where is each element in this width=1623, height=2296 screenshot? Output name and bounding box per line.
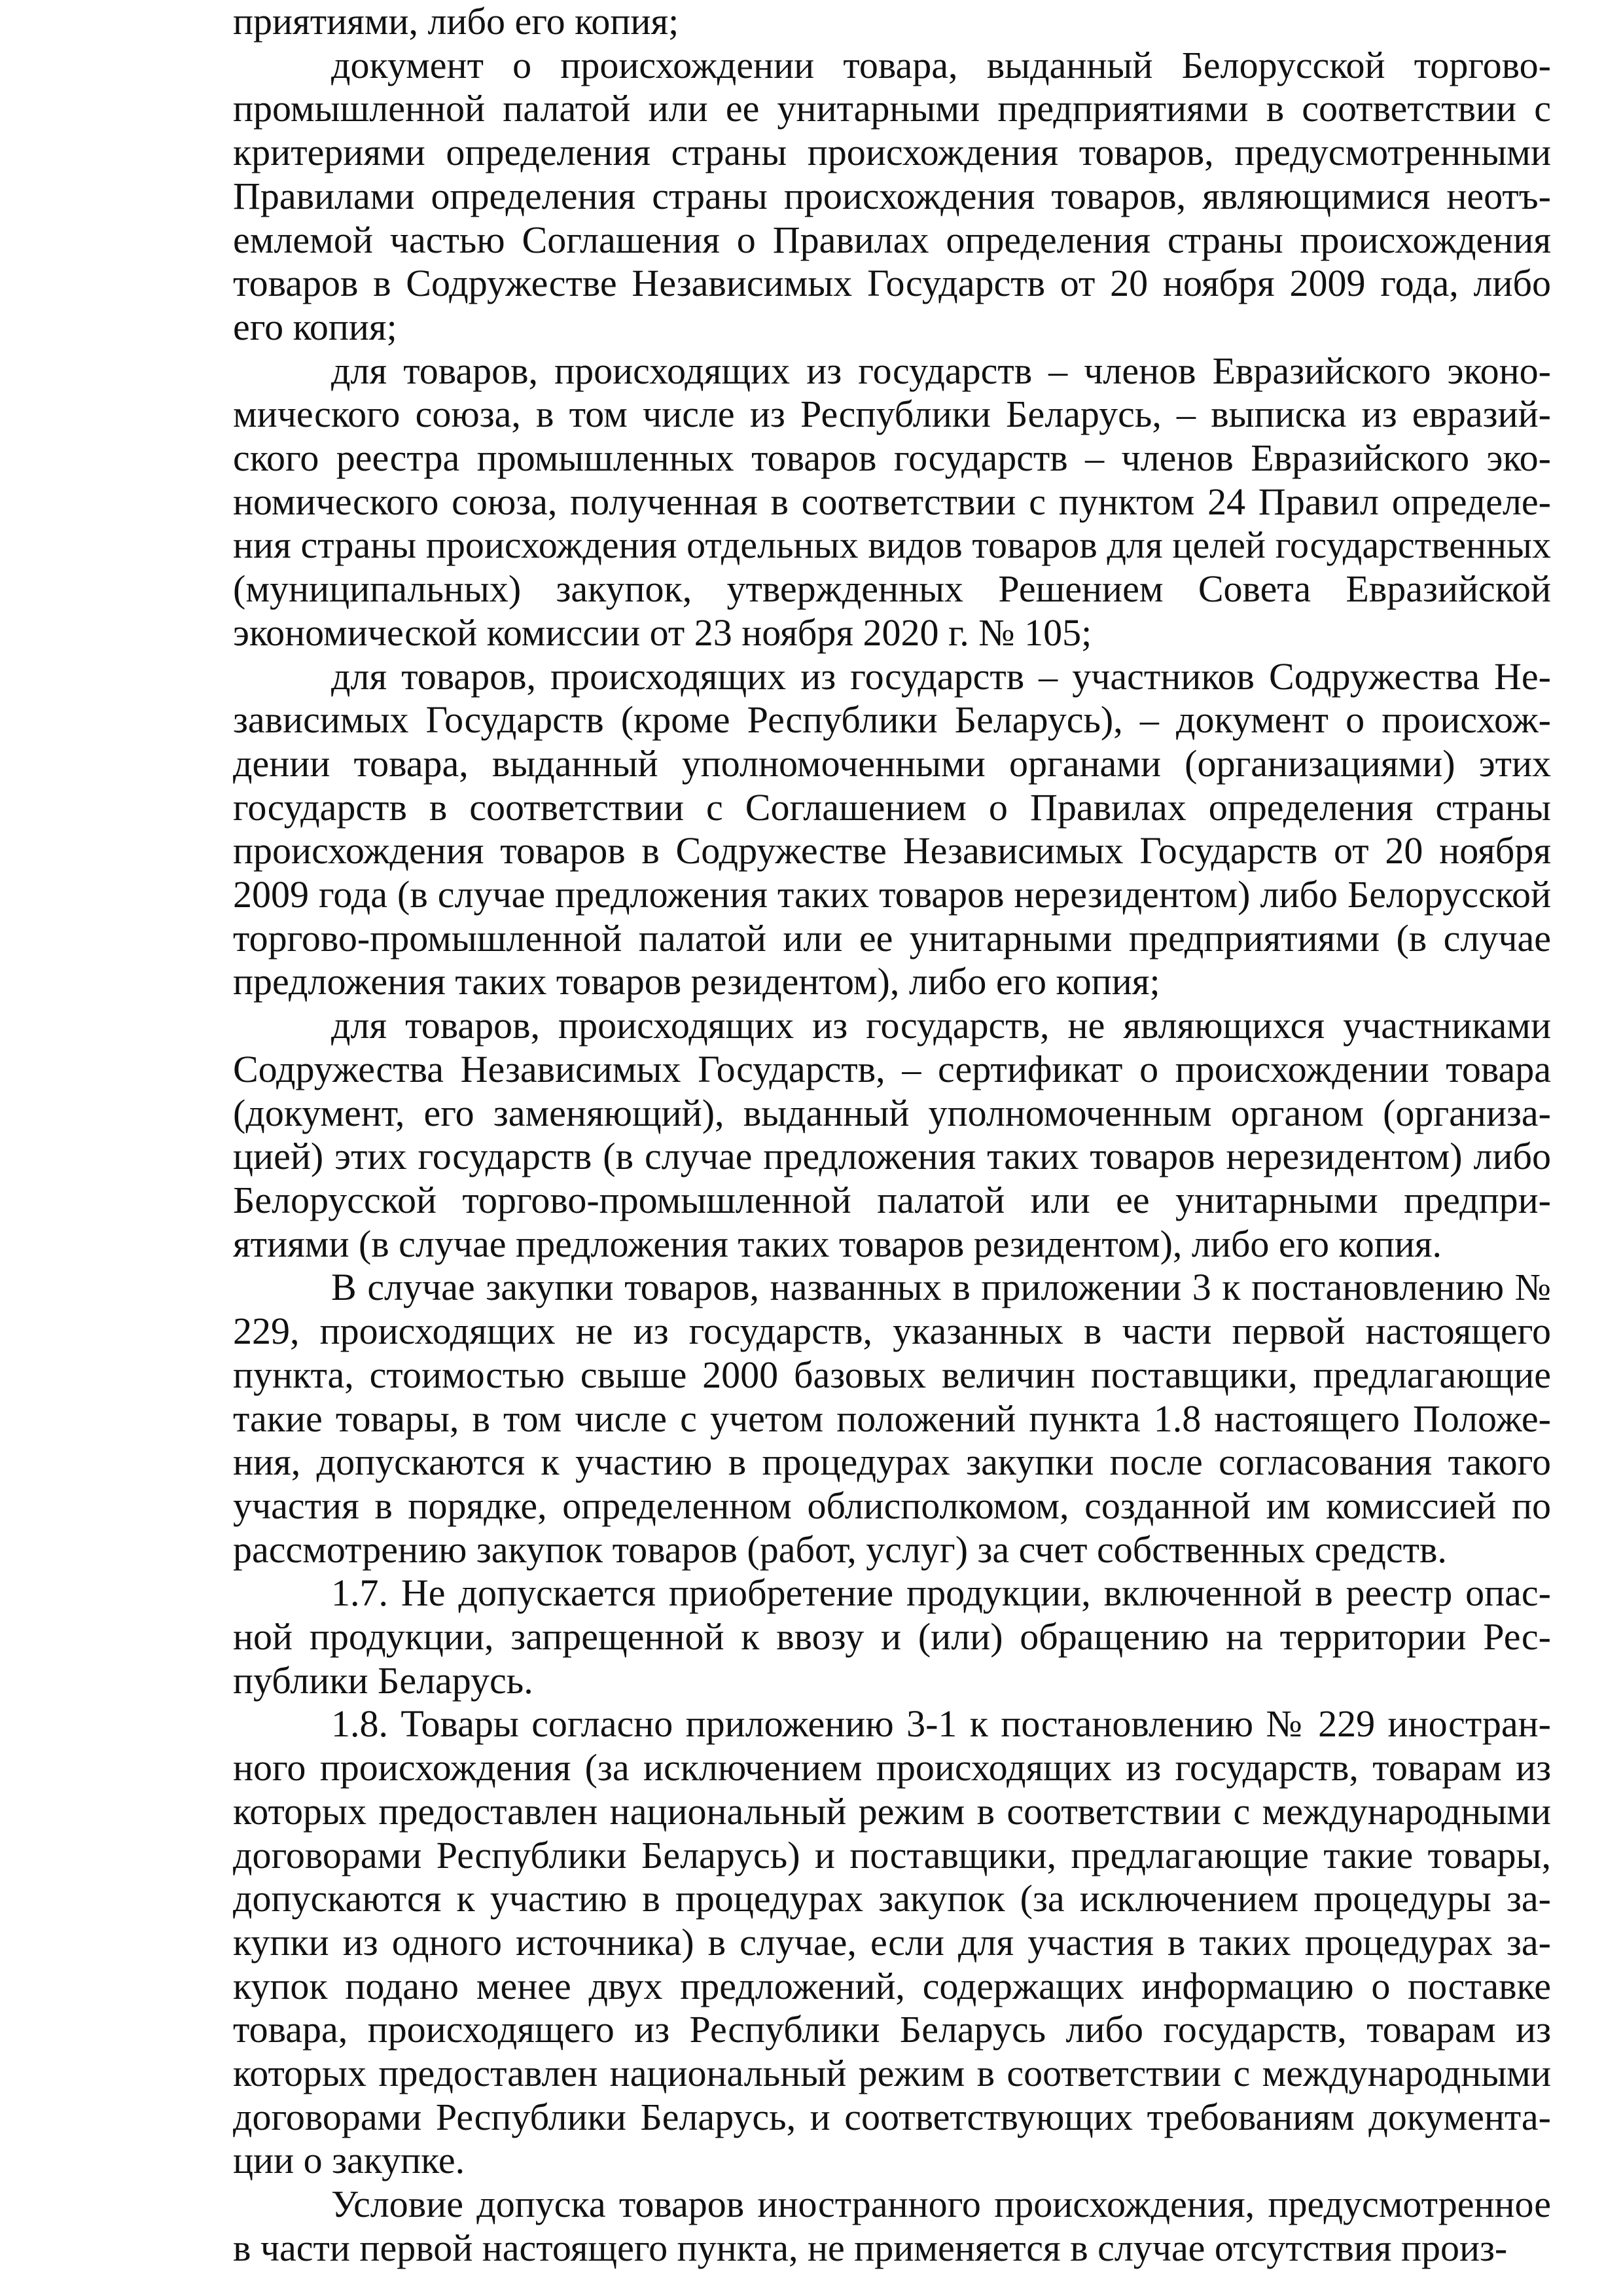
paragraph-origin-document-bcci: документ о происхождении товара, выданный Белорусской торгово-промышленной палатой или ее унитарными предприятиями в соответствии с критериями определения страны происхождения товаров, предусмотренными Правилами определения страны происхождения товаров, являющимися неотъемлемой частью Соглашения о Правилах определения страны происхождения товаров в Содружестве Независимых Государств от 20 ноября 2009 года, либо его копия;: [233, 43, 1551, 348]
paragraph-cis-origin-document: для товаров, происходящих из государств – участников Содружества Независимых Государств (кроме Республики Беларусь), – документ о происхождении товара, выданный уполномоченными органами (организациями) этих государств в соответствии с Соглашением о Правилах определения страны происхождения товаров в Содружестве Независимых Государств от 20 ноября 2009 года (в случае предложения таких товаров нерезидентом) либо Белорусской торгово-промышленной палатой или ее унитарными предприятиями (в случае предложения таких товаров резидентом), либо его копия;: [233, 655, 1551, 1003]
document-page: [233, 0, 1551, 2270]
paragraph-continuation: приятиями, либо его копия;: [233, 0, 679, 43]
paragraph-clause-1-8: 1.8. Товары согласно приложению 3-1 к постановлению № 229 иностранного происхождения (за исключением происходящих из государств, товарам из которых предоставлен национальный режим в соответствии с международными договорами Республики Беларусь) и поставщики, предлагающие такие товары, допускаются к участию в процедурах закупок (за исключением процедуры закупки из одного источника) в случае, если для участия в таких процедурах закупок подано менее двух предложений, содержащих информацию о поставке товара, происходящего из Республики Беларусь либо государств, товарам из которых предоставлен национальный режим в соответствии с международными договорами Республики Беларусь, и соответствующих требованиям документации о закупке.: [233, 1702, 1551, 2182]
paragraph-foreign-goods-condition: Условие допуска товаров иностранного происхождения, предусмотренное в части первой настоящего пункта, не применяется в случае отсутствия произ-: [233, 2183, 1551, 2269]
paragraph-annex-3-procurement: В случае закупки товаров, названных в приложении 3 к постановлению № 229, происходящих не из государств, указанных в части первой настоящего пункта, стоимостью свыше 2000 базовых величин поставщики, предлагающие такие товары, в том числе с учетом положений пункта 1.8 настоящего Положения, допускаются к участию в процедурах закупки после согласования такого участия в порядке, определенном облисполкомом, созданной им комиссией по рассмотрению закупок товаров (работ, услуг) за счет собственных средств.: [233, 1266, 1551, 1571]
paragraph-non-cis-certificate: для товаров, происходящих из государств, не являющихся участниками Содружества Независимых Государств, – сертификат о происхождении товара (документ, его заменяющий), выданный уполномоченным органом (организацией) этих государств (в случае предложения таких товаров нерезидентом) либо Белорусской торгово-промышленной палатой или ее унитарными предприятиями (в случае предложения таких товаров резидентом), либо его копия.: [233, 1004, 1551, 1265]
paragraph-clause-1-7: 1.7. Не допускается приобретение продукции, включенной в реестр опасной продукции, запрещенной к ввозу и (или) обращению на территории Республики Беларусь.: [233, 1571, 1551, 1702]
paragraph-eaeu-registry-extract: для товаров, происходящих из государств – членов Евразийского экономического союза, в том числе из Республики Беларусь, – выписка из евразийского реестра промышленных товаров государств – членов Евразийского экономического союза, полученная в соответствии с пунктом 24 Правил определения страны происхождения отдельных видов товаров для целей государственных (муниципальных) закупок, утвержденных Решением Совета Евразийской экономической комиссии от 23 ноября 2020 г. № 105;: [233, 349, 1551, 654]
